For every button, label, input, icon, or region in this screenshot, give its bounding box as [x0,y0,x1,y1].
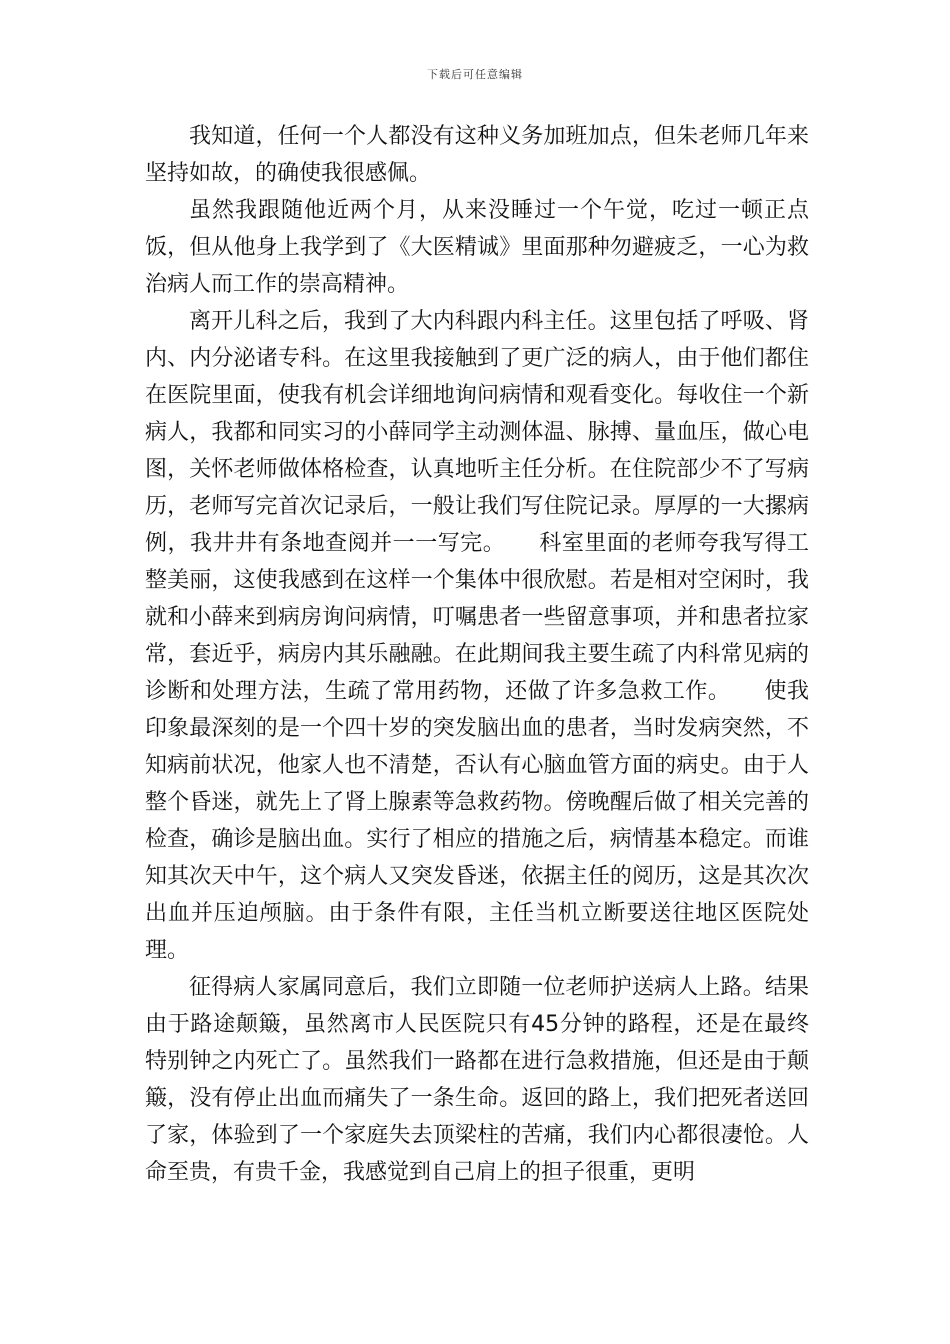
paragraph: 虽然我跟随他近两个月，从来没睡过一个午觉，吃过一顿正点饭，但从他身上我学到了《大医精诚》里面那种勿避疲乏，一心为救治病人而工作的崇高精神。 [145,198,809,297]
paragraph: 我知道，任何一个人都没有这种义务加班加点，但朱老师几年来坚持如故，的确使我很感佩。 [145,124,809,186]
paragraph: 征得病人家属同意后，我们立即随一位老师护送病人上路。结果由于路途颠簸，虽然离市人民医院只有45分钟的路程，还是在最终特别钟之内死亡了。虽然我们一路都在进行急救措施，但还是由于颠簸，没有停止出血而痛失了一条生命。返回的路上，我们把死者送回了家，体验到了一个家庭失去顶梁柱的苦痛，我们内心都很凄怆。人命至贵，有贵千金，我感觉到自己肩上的担子很重，更明 [145,975,809,1185]
header-note: 下载后可任意编辑 [427,68,523,81]
document-body [145,118,809,1191]
paragraph: 离开儿科之后，我到了大内科跟内科主任。这里包括了呼吸、肾内、内分泌诸专科。在这里我接触到了更广泛的病人，由于他们都住在医院里面，使我有机会详细地询问病情和观看变化。每收住一个新病人，我都和同实习的小薛同学主动测体温、脉搏、量血压，做心电图，关怀老师做体格检查，认真地听主任分析。在住院部少不了写病历，老师写完首次记录后，一般让我们写住院记录。厚厚的一大摞病例，我井井有条地查阅并一一写完。 科室里面的老师夸我写得工整美丽，这使我感到在这样一个集体中很欣慰。若是相对空闲时，我就和小薛来到病房询问病情，叮嘱患者一些留意事项，并和患者拉家常，套近乎，病房内其乐融融。在此期间我主要生疏了内科常见病的诊断和处理方法，生疏了常用药物，还做了许多急救工作。 使我印象最深刻的是一个四十岁的突发脑出血的患者，当时发病突然，不知病前状况，他家人也不清楚，否认有心脑血管方面的病史。由于人整个昏迷，就先上了肾上腺素等急救药物。傍晚醒后做了相关完善的检查，确诊是脑出血。实行了相应的措施之后，病情基本稳定。而谁知其次天中午，这个病人又突发昏迷，依据主任的阅历，这是其次次出血并压迫颅脑。由于条件有限，主任当机立断要送往地区医院处理。 [145,309,809,963]
